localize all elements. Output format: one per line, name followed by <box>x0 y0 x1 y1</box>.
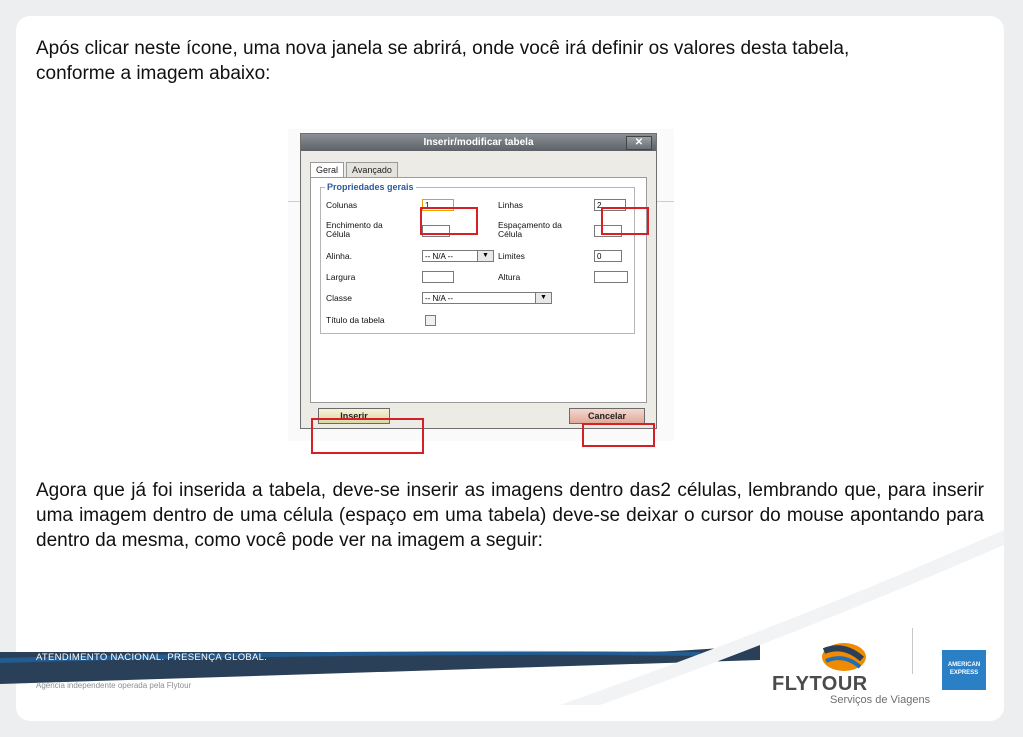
fieldset-legend: Propriedades gerais <box>327 182 414 192</box>
close-icon[interactable]: ✕ <box>626 136 652 150</box>
colunas-input[interactable]: 1 <box>422 199 454 211</box>
amex-logo: AMERICAN EXPRESS <box>942 650 986 690</box>
espacamento-label: Espaçamento da Célula <box>498 220 562 239</box>
alinha-label: Alinha. <box>326 251 352 261</box>
body-paragraph: Agora que já foi inserida a tabela, deve-se inserir as imagens dentro das2 células, lembrando que, para inserir uma imagem dentro de uma célula (espaço em uma tabela) deve-se deixar o cursor do mouse apontando para dentro da mesma, como você pode ver na imagem a seguir: <box>36 480 984 551</box>
cancel-button[interactable]: Cancelar <box>569 408 645 424</box>
logo-divider <box>912 628 913 674</box>
chevron-down-icon: ▼ <box>477 251 493 261</box>
insert-button[interactable]: Inserir <box>318 408 390 424</box>
linhas-input[interactable]: 2 <box>594 199 626 211</box>
limites-label: Limites <box>498 251 525 261</box>
tab-geral[interactable]: Geral <box>310 162 344 179</box>
footer-subtext: Agência independente operada pela Flytour <box>36 681 192 690</box>
limites-input[interactable]: 0 <box>594 250 622 262</box>
alinha-value: -- N/A -- <box>425 252 453 261</box>
enchimento-label: Enchimento da Célula <box>326 220 383 239</box>
flytour-logo <box>772 637 922 701</box>
flytour-logo-icon <box>814 639 874 675</box>
intro-paragraph: Após clicar neste ícone, uma nova janela se abrirá, onde você irá definir os valores desta tabela, conforme a imagem abaixo: <box>36 38 850 84</box>
chevron-down-icon: ▼ <box>535 293 551 303</box>
linhas-label: Linhas <box>498 200 524 210</box>
flytour-wordmark: FLYTOUR <box>772 673 868 695</box>
largura-label: Largura <box>326 272 356 282</box>
classe-label: Classe <box>326 293 352 303</box>
tagline: Serviços de Viagens <box>830 694 931 706</box>
colunas-label: Colunas <box>326 200 358 210</box>
titulo-label: Título da tabela <box>326 315 385 325</box>
classe-value: -- N/A -- <box>425 294 453 303</box>
dialog-title: Inserir/modificar tabela <box>423 137 534 148</box>
altura-label: Altura <box>498 272 521 282</box>
tab-avancado[interactable]: Avançado <box>346 162 398 178</box>
footer-band-text: ATENDIMENTO NACIONAL. PRESENÇA GLOBAL. <box>36 652 268 663</box>
